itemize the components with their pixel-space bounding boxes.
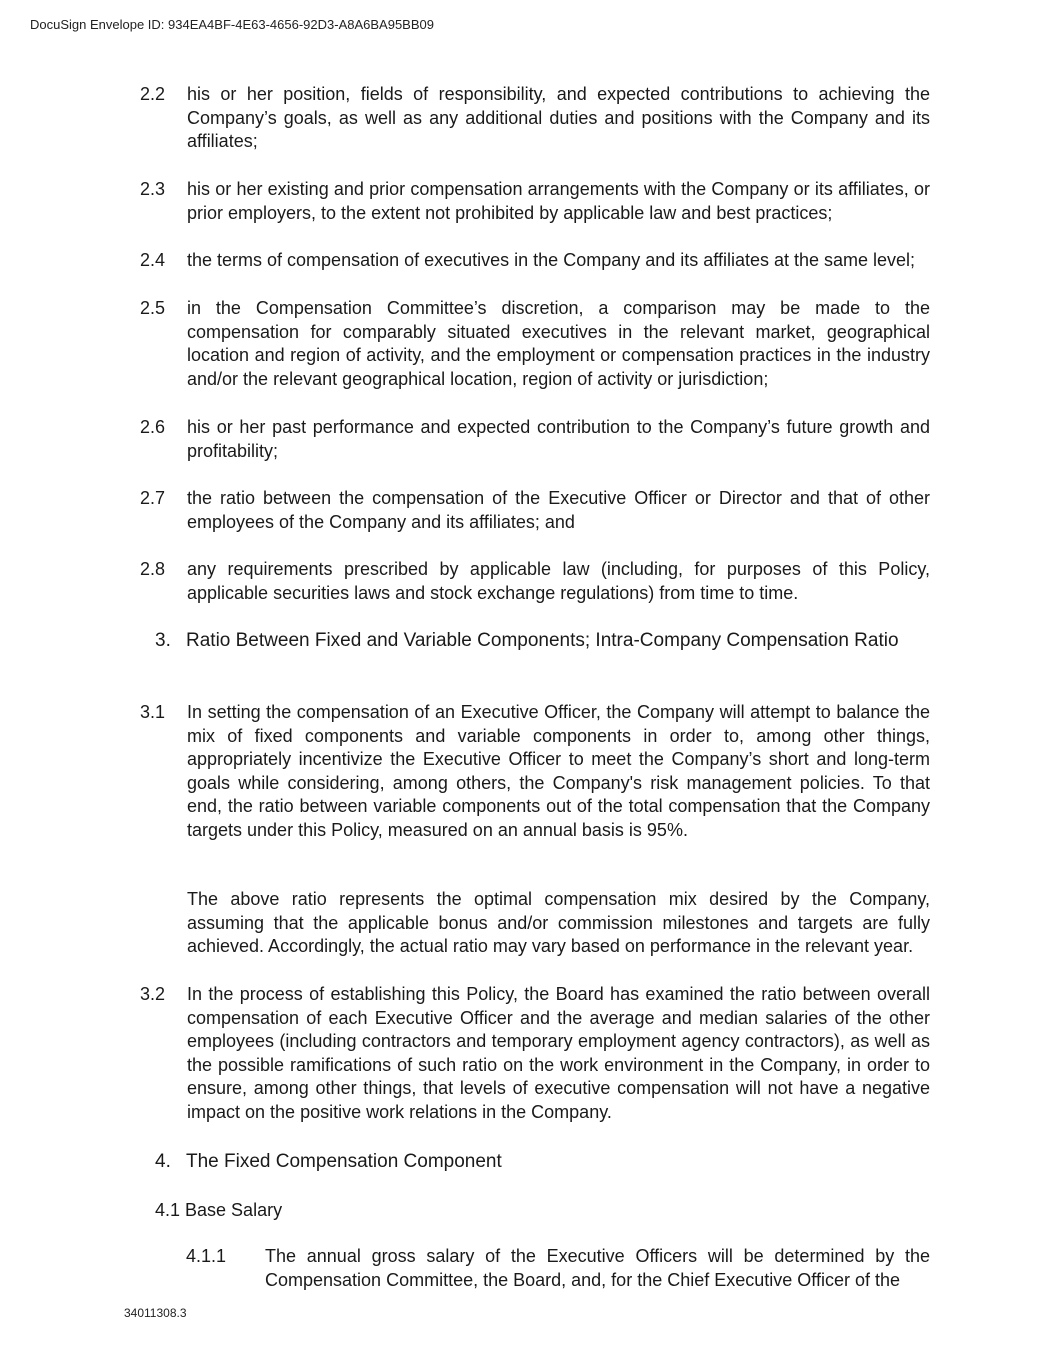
section-number: 4. <box>155 1151 171 1172</box>
list-item-2-8 <box>140 558 930 605</box>
paragraph-3-1 <box>140 701 930 842</box>
list-item-2-4 <box>140 249 930 273</box>
paragraph-4-1-1 <box>186 1245 930 1292</box>
section-title: The Fixed Compensation Component <box>186 1151 502 1172</box>
item-number: 2.3 <box>140 179 166 199</box>
item-number: 2.4 <box>140 250 166 270</box>
item-number: 3.1 <box>140 702 166 722</box>
item-text: the ratio between the compensation of the Executive Officer or Director and that of other employees of the Company and its affiliates; and <box>187 488 930 532</box>
list-item-2-2 <box>140 83 930 154</box>
list-item-2-5 <box>140 297 930 391</box>
item-text: his or her existing and prior compensation arrangements with the Company or its affiliates, or prior employers, to the extent not prohibited by applicable law and best practices; <box>187 179 930 223</box>
item-text: any requirements prescribed by applicable law (including, for purposes of this Policy, applicable securities laws and stock exchange regulations) from time to time. <box>187 559 930 603</box>
list-item-2-3 <box>140 178 930 225</box>
item-text: The annual gross salary of the Executive Officers will be determined by the Compensation Committee, the Board, and, for the Chief Executive Officer of the <box>265 1246 930 1290</box>
item-number: 2.6 <box>140 417 166 437</box>
item-number: 2.8 <box>140 559 166 579</box>
envelope-id: DocuSign Envelope ID: 934EA4BF-4E63-4656-92D3-A8A6BA95BB09 <box>30 17 434 32</box>
item-number: 3.2 <box>140 984 166 1004</box>
item-text: The above ratio represents the optimal compensation mix desired by the Company, assuming that the applicable bonus and/or commission milestones and targets are fully achieved. Accordingly, the actual ratio may vary based on performance in the relevant year. <box>187 889 930 956</box>
item-text: in the Compensation Committee’s discretion, a comparison may be made to the compensation for comparably situated executives in the relevant market, geographical location and region of activity, and the employment or compensation practices in the industry and/or the relevant geographical location, region of activity or jurisdiction; <box>187 298 930 389</box>
list-item-2-7 <box>140 487 930 534</box>
paragraph-3-2 <box>140 983 930 1124</box>
item-text: his or her past performance and expected contribution to the Company’s future growth and profitability; <box>187 417 930 461</box>
item-number: 2.5 <box>140 298 166 318</box>
item-number: 4.1.1 <box>186 1246 227 1266</box>
item-text: his or her position, fields of responsibility, and expected contributions to achieving the Company’s goals, as well as any additional duties and positions with the Company and its affiliates; <box>187 84 930 151</box>
section-4-heading <box>155 1150 930 1174</box>
sub-heading-4-1: 4.1 Base Salary <box>155 1200 283 1220</box>
document-footer-id: 34011308.3 <box>124 1306 187 1320</box>
item-text: the terms of compensation of executives in the Company and its affiliates at the same level; <box>187 250 916 270</box>
section-number: 3. <box>155 630 171 651</box>
section-3-heading <box>155 629 930 653</box>
item-text: In setting the compensation of an Executive Officer, the Company will attempt to balance the mix of fixed components and variable components in order to, among other things, appropriately incentivize the Executive Officer to meet the Company’s short and long-term goals while considering, among others, the Company's risk management policies. To that end, the ratio between variable components out of the total compensation that the Company targets under this Policy, measured on an annual basis is 95%. <box>187 702 930 840</box>
item-number: 2.7 <box>140 488 166 508</box>
section-title: Ratio Between Fixed and Variable Components; Intra-Company Compensation Ratio <box>186 630 899 651</box>
item-text: In the process of establishing this Policy, the Board has examined the ratio between overall compensation of each Executive Officer and the average and median salaries of the other employees (including contractors and temporary employment agency contractors), as well as the possible ramifications of such ratio on the work environment in the Company, in order to ensure, among other things, that levels of executive compensation will not have a negative impact on the positive work relations in the Company. <box>187 984 930 1122</box>
item-number: 2.2 <box>140 84 166 104</box>
list-item-2-6 <box>140 416 930 463</box>
paragraph-3-1-continued <box>140 888 930 959</box>
